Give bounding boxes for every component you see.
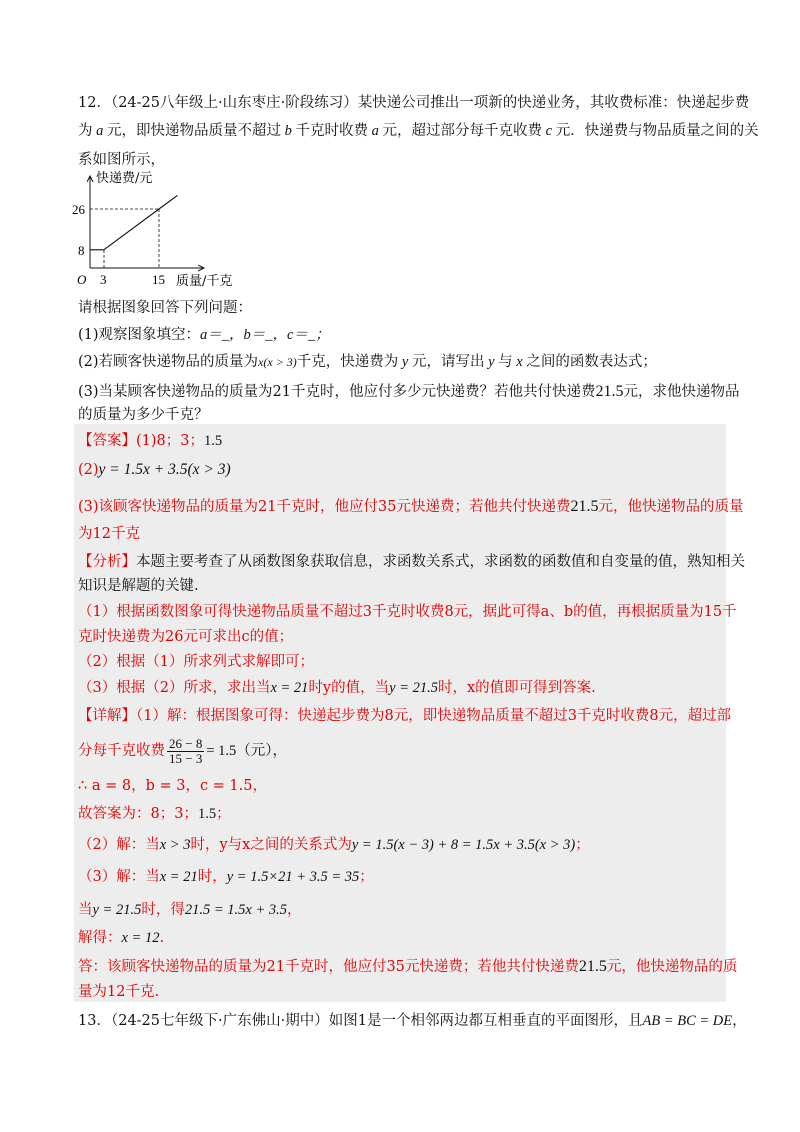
q12-text-1: 某快递公司推出一项新的快递业务，其收费标准：快递起步费: [357, 95, 750, 111]
detail-text-2a: 分每千克收费: [78, 743, 165, 759]
detail-text-5c: 时，y与x之间的关系式为: [190, 837, 352, 853]
detail-text-2b: = 1.5（元），: [206, 743, 288, 759]
answer-line-2: [78, 460, 722, 480]
q12-part-3-line-1: [78, 382, 740, 402]
detail-text-1: （1）解：根据图象可得：快递起步费为8元，即快递物品质量不超过3千克时收费8元，超过部: [136, 708, 732, 724]
detail-text-5e: ；: [575, 837, 590, 853]
analysis-s3-text-c: 时y的值，当: [308, 680, 390, 696]
fraction-denominator: 15 − 3: [169, 750, 203, 766]
analysis-step-1b: 克时快递费为26元可求出c的值；: [78, 629, 294, 645]
q13-number: 13．: [78, 1013, 111, 1029]
answer-line-3: [78, 497, 744, 517]
detail-line-3: ∴ a = 8，b = 3，c = 1.5，: [78, 778, 267, 794]
q13-tail: ，: [732, 1013, 747, 1029]
q13-math: AB = BC = DE: [642, 1013, 733, 1029]
x-tick-15: 15: [152, 272, 165, 287]
detail-text-4b: 1.5: [197, 806, 217, 822]
detail-label: 【详解】: [78, 708, 136, 724]
detail-line-4: [78, 804, 722, 824]
x-tick-3: 3: [100, 272, 107, 287]
analysis-s3-math-b: x = 21: [270, 680, 309, 696]
q12-line-2: 为 a 元，即快递物品质量不超过 b 千克时收费 a 元，超过部分每千克收费 c 元．快递费与物品质量之间的关: [78, 123, 759, 139]
answer-label: 【答案】: [78, 433, 136, 449]
analysis-step-1a: （1）根据函数图象可得快递物品质量不超过3千克时收费8元，据此可得a、b的值，再根据质量为15千: [78, 604, 737, 620]
detail-text-7b: y = 21.5: [92, 902, 142, 918]
detail-text-4c: ；: [216, 806, 231, 822]
analysis-step-2: （2）根据（1）所求列式求解即可；: [78, 654, 314, 670]
q12-p2-text-f: 之间的函数表达式；: [526, 354, 657, 370]
q12-p3-value: 21.5: [595, 383, 624, 400]
detail-line-9: [78, 957, 738, 977]
answer-3-value: 21.5: [570, 498, 599, 515]
q12-p2-text-c: 千克，快递费为: [296, 354, 399, 370]
detail-text-7c: 时，得: [141, 902, 185, 918]
detail-text-9a: 答：该顾客快递物品的质量为21千克时，他应付35元快递费；若他共付快递费: [78, 959, 579, 975]
q13-line-1: [78, 1011, 747, 1031]
answer-1-value: 1.5: [204, 433, 223, 449]
detail-formula-6: y = 1.5×21 + 3.5 = 35: [226, 869, 360, 885]
q12-text-2e: 元．快递费与物品质量之间的关: [555, 123, 759, 139]
detail-fraction: [167, 737, 204, 766]
q12-text-2c: 千克时收费: [295, 123, 368, 139]
y-tick-8: 8: [78, 243, 85, 258]
detail-text-6a: （3）解：当: [78, 869, 160, 885]
detail-line-7: [78, 900, 722, 920]
q12-p2-text-e: 与: [498, 354, 513, 370]
answer-3-text-a: (3)该顾客快递物品的质量为21千克时，他应付35元快递费；若他共付快递费: [78, 499, 571, 515]
q13-source: （24-25七年级下·广东佛山·期中）: [110, 1013, 329, 1029]
answer-2-formula: y = 1.5x + 3.5(x > 3): [98, 461, 231, 478]
origin-label: O: [77, 272, 87, 287]
detail-line-10: 量为12千克.: [78, 984, 160, 1000]
answer-1: (1)8；3；: [136, 433, 204, 449]
detail-text-4a: 故答案为：8；3；: [78, 806, 198, 822]
detail-formula-5: y = 1.5(x − 3) + 8 = 1.5x + 3.5(x > 3): [351, 837, 576, 853]
q12-p3-text-c: 元，求他快递物品: [623, 384, 740, 400]
graph-line: [90, 195, 177, 249]
q12-line-1: [78, 93, 750, 113]
answer-2-label: (2): [78, 462, 99, 478]
detail-line-1: [78, 706, 732, 726]
detail-text-9b: 21.5: [578, 958, 607, 975]
q12-part-3-line-2: 的质量为多少千克？: [78, 407, 209, 423]
detail-text-8b: x = 12: [121, 930, 160, 946]
detail-text-8a: 解得：: [78, 930, 122, 946]
q12-line-3: 系如图所示，: [78, 152, 165, 168]
analysis-s3-text-a: （3）根据（2）所求，求出当: [78, 680, 271, 696]
detail-text-8c: .: [159, 930, 165, 946]
detail-formula-7: 21.5 = 1.5x + 3.5: [184, 902, 287, 918]
q12-text-2d: 元，超过部分每千克收费: [382, 123, 542, 139]
q12-p3-text-a: (3)当某顾客快递物品的质量为21千克时，他应付多少元快递费？若他共付快递费: [78, 384, 596, 400]
q12-p2-math: x(x > 3): [258, 355, 297, 369]
detail-text-6b: x = 21: [159, 869, 198, 885]
function-graph: [72, 170, 272, 292]
analysis-step-3: [78, 678, 722, 698]
q12-p2-text-d: 元，请写出: [411, 354, 485, 370]
q12-text-2b: 元，即快递物品质量不超过: [107, 123, 281, 139]
answer-line-4: 为12千克: [78, 526, 140, 542]
detail-line-2: [78, 733, 722, 769]
q12-p2-text-a: (2)若顾客快递物品的质量为: [78, 354, 259, 370]
x-axis-label: 质量/千克: [176, 274, 233, 289]
q12-prompt: 请根据图象回答下列问题：: [78, 300, 252, 316]
analysis-s3-math-d: y = 21.5: [389, 680, 438, 696]
analysis-s3-text-e: 时，x的值即可得到答案.: [438, 680, 596, 696]
analysis-line-2: 知识是解题的关键.: [78, 578, 199, 594]
q12-p1-blanks: a＝_，b＝_，c＝_；: [200, 327, 330, 343]
analysis-text-1: 本题主要考查了从函数图象获取信息，求函数关系式，求函数的函数值和自变量的值，熟知相关: [136, 554, 745, 570]
q12-text-2a: 为: [78, 123, 93, 139]
answer-3-text-c: 元，他快递物品的质量: [598, 499, 744, 515]
q12-number: 12．: [78, 95, 111, 111]
analysis-line-1: [78, 552, 745, 572]
analysis-label: 【分析】: [78, 554, 136, 570]
detail-text-6e: ；: [359, 869, 374, 885]
detail-line-6: [78, 867, 722, 887]
detail-line-5: [78, 835, 722, 855]
detail-text-5b: x > 3: [159, 837, 191, 853]
q13-text: 如图1是一个相邻两边都互相垂直的平面图形，且: [328, 1013, 643, 1029]
q12-p1-text: (1)观察图象填空：: [78, 327, 201, 343]
detail-text-5a: （2）解：当: [78, 837, 160, 853]
y-axis-label: 快递费/元: [96, 171, 153, 186]
answer-line-1: [78, 431, 722, 451]
q12-part-2: (2)若顾客快递物品的质量为x(x > 3)千克，快递费为 y 元，请写出 y 与 x 之间的函数表达式；: [78, 354, 657, 370]
detail-text-9c: 元，他快递物品的质: [606, 959, 738, 975]
detail-text-7e: ，: [287, 902, 302, 918]
q12-part-1: [78, 325, 722, 345]
fraction-numerator: 26 − 8: [169, 735, 203, 751]
y-tick-26: 26: [72, 202, 85, 217]
detail-text-7a: 当: [78, 902, 93, 918]
detail-line-8: [78, 928, 722, 948]
q12-source: （24-25八年级上·山东枣庄·阶段练习）: [110, 95, 358, 111]
detail-text-6c: 时，: [197, 869, 227, 885]
